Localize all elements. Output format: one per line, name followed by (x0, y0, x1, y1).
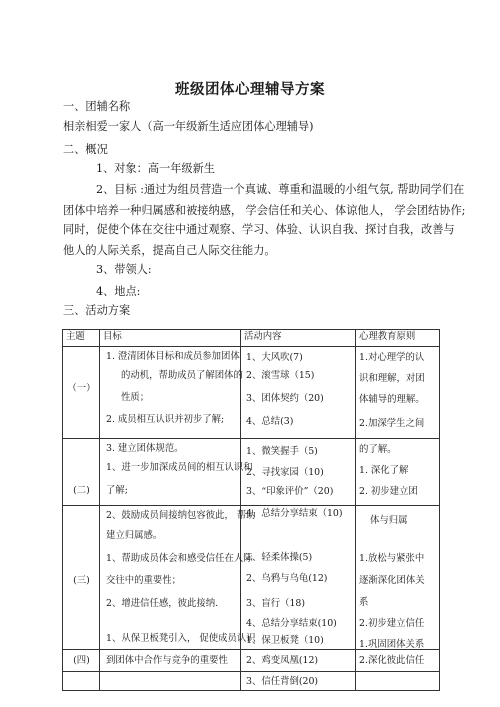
principle-line: 识和理解，对团 (359, 373, 425, 384)
principle-cell (356, 347, 440, 439)
principle-line: 1.巩固团体关系 (359, 639, 425, 650)
goal-line: 1、进一步加深成员间的相互认识和 (106, 462, 253, 473)
table-row (63, 439, 440, 506)
section-3-heading: 三、活动方案 (63, 304, 131, 317)
activity-line: 3、信任背倒(20) (246, 676, 319, 687)
principle-line: 2.初步建立信任 (359, 618, 425, 629)
goal-cell (100, 347, 241, 439)
goal-line: 1. 澄清团体目标和成员参加团体 (106, 351, 240, 362)
activity-cell (241, 650, 356, 672)
section-1-heading: 一、团辅名称 (63, 100, 131, 113)
overview-goal-line-1: 2、目标 :通过为组员营造一个真诚、尊重和温暖的小组气氛, 帮助同学们在 (96, 183, 465, 196)
table-row (63, 672, 440, 691)
activity-line: 1、轻柔体操(5) (246, 552, 313, 563)
goal-line: 了解; (106, 485, 128, 496)
topic-label: （一） (67, 383, 96, 394)
goal-line: 性质； (121, 392, 150, 403)
principle-cell (356, 650, 440, 672)
principle-cell (356, 672, 440, 691)
goal-line: 到团体中合作与竞争的重要性 (106, 655, 228, 666)
overview-leader: 3、带领人: (96, 263, 152, 276)
activity-line: 3、“印象评价”（20) (246, 486, 334, 497)
activity-line: 4、总结分享结束(10) (246, 618, 337, 629)
activity-line: 3、团体契约（20) (246, 393, 324, 404)
goal-cell (100, 439, 253, 506)
header-goal: 目标 (100, 330, 241, 347)
principle-cell (356, 506, 440, 650)
header-activity: 活动内容 (241, 330, 356, 347)
principle-line: 2. 初步建立团 (359, 486, 418, 497)
table-header-row (63, 330, 440, 347)
topic-cell (63, 672, 100, 691)
goal-cell (100, 672, 241, 691)
doc-title: 班级团体心理辅导方案 (175, 81, 325, 98)
activity-line: 1、大风吹(7) (246, 352, 303, 363)
goal-line: 2、增进信任感，彼此接纳. (106, 598, 219, 609)
principle-line: 体与归属 (370, 515, 408, 526)
activity-line: 4、总结分享结束（10) (246, 508, 343, 519)
overview-target: 1、对象：高一年级新生 (96, 162, 215, 175)
principle-line: 1. 深化了解 (359, 465, 409, 476)
principle-line: 2.深化彼此信任 (359, 655, 425, 666)
header-principle: 心理教育原则 (356, 330, 440, 347)
principle-line: 2.加深学生之间 (359, 418, 425, 429)
overview-location: 4、地点: (96, 285, 141, 298)
activity-line: 1、保卫板凳（10) (246, 635, 324, 646)
activity-cell (241, 439, 356, 506)
principle-line: 1.对心理学的认 (359, 352, 425, 363)
goal-line: 2、鼓励成员间接纳包容彼此， 帮助 (106, 510, 256, 521)
principle-line: 1.放松与紧张中 (359, 553, 425, 564)
overview-goal-line-2: 团体中培养一种归属感和被接纳感， 学会信任和关心、体谅他人， 学会团结协作; (63, 204, 466, 217)
activity-cell (241, 506, 356, 650)
topic-cell (63, 506, 100, 650)
overview-goal-line-4: 他人的人际关系，提高自己人际交往能力。 (63, 244, 276, 257)
activity-line: 2、鸡变凤凰(12) (246, 655, 319, 666)
topic-label: (三) (73, 575, 90, 586)
topic-cell (63, 439, 100, 506)
principle-line: 的了解。 (359, 444, 397, 455)
activity-cell (241, 672, 356, 691)
activity-line: 1、微笑握手（5) (246, 446, 318, 457)
goal-line: 3. 建立团体规范。 (106, 443, 184, 454)
activity-cell (241, 347, 356, 439)
section-2-heading: 二、概况 (63, 143, 108, 156)
activity-line: 4、总结(3) (246, 416, 294, 427)
goal-line: 建立归属感。 (106, 530, 163, 541)
activity-line: 2、乌鸦与乌龟(12) (246, 573, 328, 584)
group-name: 相亲相爱一家人（高一年级新生适应团体心理辅导) (63, 120, 314, 133)
principle-line: 系 (359, 597, 369, 608)
goal-cell (100, 506, 256, 650)
topic-label: (四) (73, 655, 90, 666)
goal-line: 1、从保卫板凳引入， 促使成员认识 (106, 633, 256, 644)
goal-line: 2. 成员相互认识并初步了解; (106, 414, 225, 425)
activity-line: 2、寻找家园（10) (246, 467, 324, 478)
goal-line: 1、帮助成员体会和感受信任在人际 (106, 553, 253, 564)
goal-line: 的动机，帮助成员了解团体的 (121, 370, 243, 381)
goal-cell (100, 650, 241, 672)
activity-line: 3、盲行（18) (246, 598, 306, 609)
principle-line: 体辅导的理解。 (359, 394, 425, 405)
table-row (63, 650, 440, 672)
principle-line: 逐渐深化团体关 (359, 575, 425, 586)
principle-cell (356, 439, 440, 506)
topic-cell (63, 347, 100, 439)
activity-plan-table (62, 329, 440, 691)
header-topic: 主题 (63, 330, 100, 347)
topic-label: (二) (73, 485, 90, 496)
overview-goal-line-3: 同时，促使个体在交往中通过观察、学习、体验、认识自我、探讨自我，改善与 (63, 223, 455, 236)
table-row (63, 506, 440, 650)
activity-line: 2、滚雪球（15) (246, 370, 315, 381)
goal-line: 交往中的重要性； (106, 575, 182, 586)
table-row (63, 347, 440, 439)
topic-cell (63, 650, 100, 672)
